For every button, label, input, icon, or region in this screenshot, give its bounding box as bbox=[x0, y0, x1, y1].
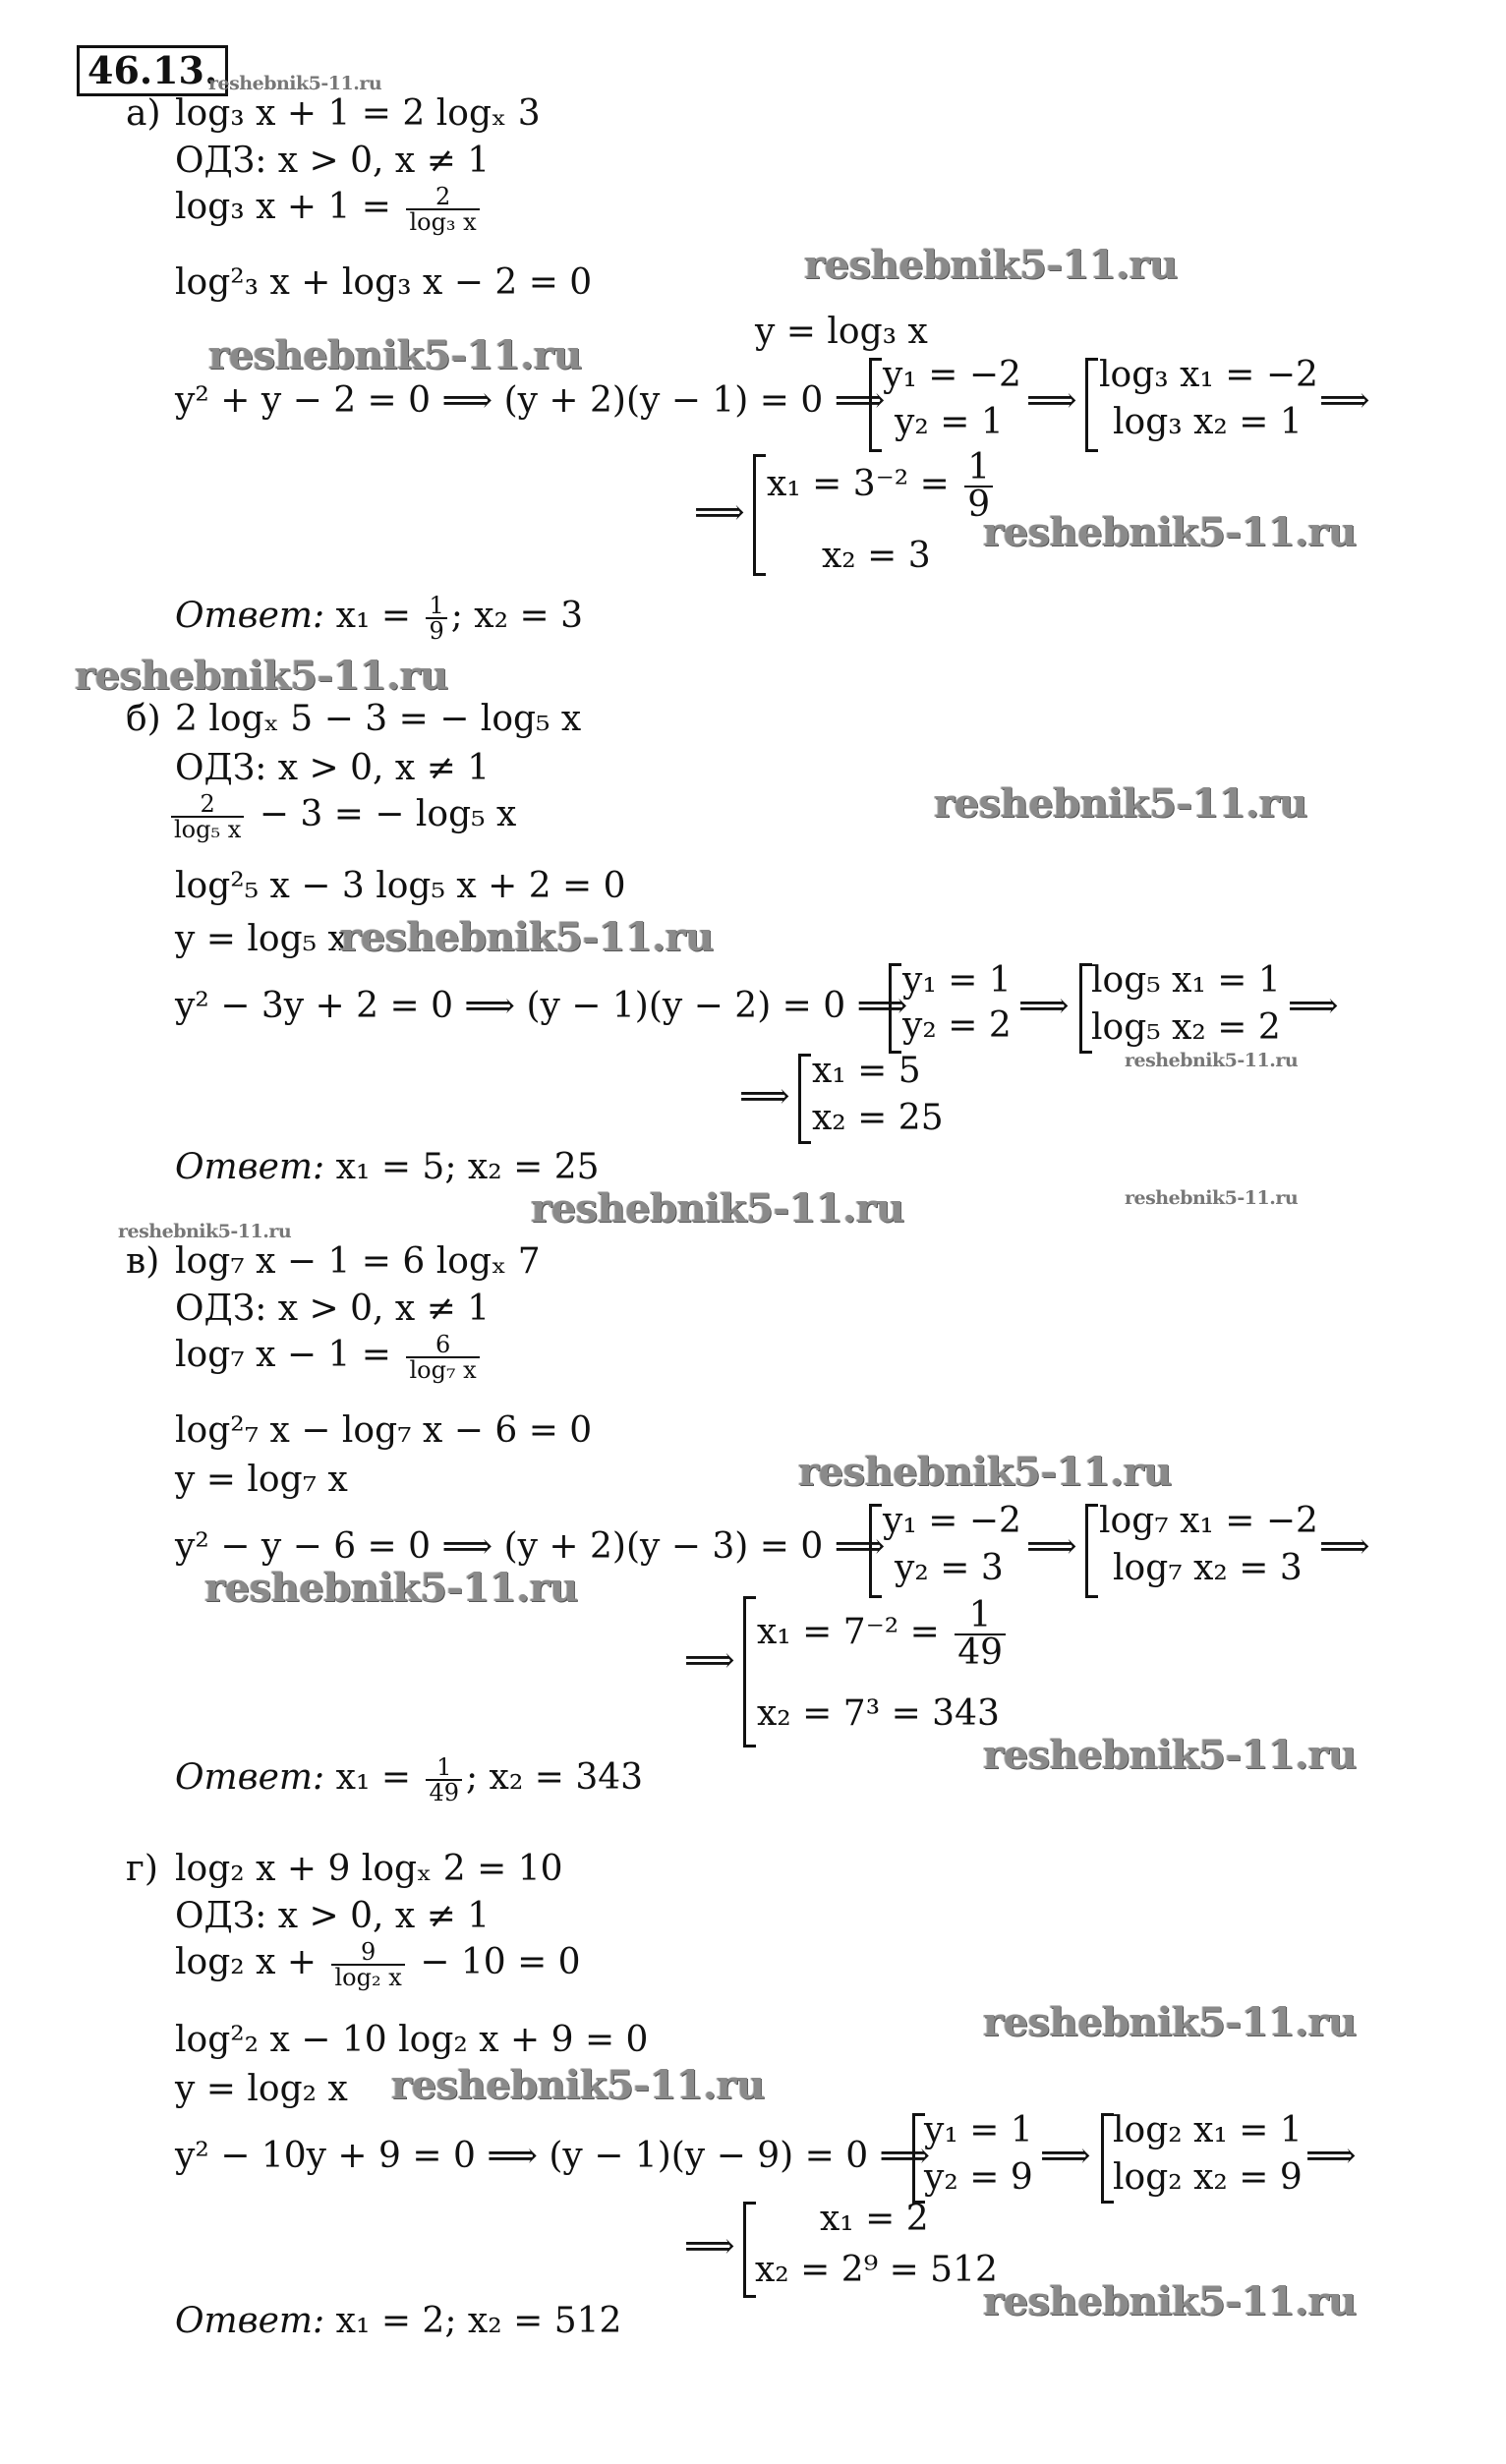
answer-label: Ответ: bbox=[175, 596, 325, 636]
part-a-answer bbox=[175, 594, 583, 643]
watermark: reshebnik5-11.ru bbox=[118, 1221, 292, 1242]
bracket bbox=[869, 1504, 882, 1598]
fraction-denominator: 49 bbox=[426, 1779, 462, 1805]
part-v-root-y2: y₂ = 3 bbox=[895, 1548, 1004, 1588]
bracket bbox=[798, 1054, 811, 1144]
part-b-root-y1: y₁ = 1 bbox=[902, 960, 1012, 1001]
part-b-equation: 2 logₓ 5 − 3 = − log₅ x bbox=[175, 699, 582, 739]
fraction-numerator: 2 bbox=[200, 790, 215, 818]
part-v-step1-left: log₇ x − 1 = bbox=[175, 1335, 391, 1375]
part-g-step1-fraction bbox=[331, 1940, 404, 1989]
fraction-denominator: log₃ x bbox=[406, 208, 479, 234]
part-b-odz: ОДЗ: x > 0, x ≠ 1 bbox=[175, 748, 491, 788]
fraction-denominator: log₅ x bbox=[171, 816, 244, 841]
part-g-root-log1: log₂ x₁ = 1 bbox=[1113, 2110, 1303, 2150]
fraction-denominator: log₂ x bbox=[331, 1964, 404, 1989]
fraction-numerator: 9 bbox=[360, 1938, 376, 1966]
part-b-step1-right: − 3 = − log₅ x bbox=[259, 794, 517, 834]
arrow: ⟹ bbox=[1040, 2136, 1091, 2176]
part-g-step1-right: − 10 = 0 bbox=[420, 1942, 581, 1982]
part-b-x2: x₂ = 25 bbox=[812, 1098, 944, 1138]
part-b-root-log2: log₅ x₂ = 2 bbox=[1091, 1007, 1281, 1048]
part-g-root-y2: y₂ = 9 bbox=[924, 2157, 1033, 2198]
answer-x1: x₁ = bbox=[335, 596, 411, 636]
answer-x2: ; x₂ = 3 bbox=[450, 596, 583, 636]
part-a-quadratic: y² + y − 2 = 0 ⟹ (y + 2)(y − 1) = 0 ⟹ bbox=[175, 380, 886, 421]
watermark: reshebnik5-11.ru bbox=[983, 2278, 1357, 2324]
answer-text: x₁ = 2; x₂ = 512 bbox=[335, 2301, 622, 2341]
part-a-substitution: y = log₃ x bbox=[755, 312, 928, 352]
fraction-denominator: 49 bbox=[955, 1633, 1006, 1671]
part-g-equation: log₂ x + 9 logₓ 2 = 10 bbox=[175, 1849, 563, 1889]
part-a-step1-fraction bbox=[406, 185, 479, 234]
part-v-root-log2: log₇ x₂ = 3 bbox=[1113, 1548, 1303, 1588]
part-a-x1-left: x₁ = 3⁻² = bbox=[767, 464, 950, 504]
part-v-x2: x₂ = 7³ = 343 bbox=[757, 1693, 1000, 1734]
part-g-odz: ОДЗ: x > 0, x ≠ 1 bbox=[175, 1896, 491, 1936]
part-v-quadratic: y² − y − 6 = 0 ⟹ (y + 2)(y − 3) = 0 ⟹ bbox=[175, 1526, 886, 1567]
answer-label: Ответ: bbox=[175, 1147, 325, 1187]
answer-x1: x₁ = bbox=[335, 1757, 411, 1798]
fraction-denominator: 9 bbox=[964, 486, 993, 523]
watermark: reshebnik5-11.ru bbox=[983, 1732, 1357, 1778]
part-v-equation: log₇ x − 1 = 6 logₓ 7 bbox=[175, 1241, 541, 1282]
bracket bbox=[889, 963, 901, 1054]
fraction-numerator: 1 bbox=[967, 447, 991, 487]
part-a-root-y2: y₂ = 1 bbox=[895, 402, 1004, 442]
part-a-root-log1: log₃ x₁ = −2 bbox=[1099, 355, 1318, 395]
answer-label: Ответ: bbox=[175, 2301, 325, 2341]
part-b-answer bbox=[175, 1147, 600, 1187]
part-v-root-log1: log₇ x₁ = −2 bbox=[1099, 1501, 1318, 1541]
fraction-denominator: log₇ x bbox=[406, 1356, 479, 1382]
watermark: reshebnik5-11.ru bbox=[391, 2062, 765, 2108]
watermark: reshebnik5-11.ru bbox=[798, 1449, 1172, 1495]
watermark: reshebnik5-11.ru bbox=[804, 242, 1178, 288]
watermark: reshebnik5-11.ru bbox=[983, 1999, 1357, 2045]
arrow: ⟹ bbox=[1018, 986, 1070, 1026]
part-a-x2: x₂ = 3 bbox=[822, 536, 931, 576]
part-a-equation: log₃ x + 1 = 2 logₓ 3 bbox=[175, 93, 541, 134]
arrow: ⟹ bbox=[1288, 986, 1339, 1026]
part-a-root-log2: log₃ x₂ = 1 bbox=[1113, 402, 1303, 442]
part-v-step1-fraction bbox=[406, 1333, 479, 1382]
part-g-answer bbox=[175, 2301, 622, 2341]
bracket bbox=[1085, 358, 1098, 452]
part-b-label: б) bbox=[126, 699, 161, 739]
problem-number: 46.13. bbox=[77, 45, 228, 96]
fraction-numerator: 1 bbox=[429, 592, 444, 619]
part-v-x1-left: x₁ = 7⁻² = bbox=[757, 1612, 940, 1652]
answer-text: x₁ = 5; x₂ = 25 bbox=[335, 1147, 600, 1187]
part-a-step1-left: log₃ x + 1 = bbox=[175, 187, 391, 227]
part-v-step2: log²₇ x − log₇ x − 6 = 0 bbox=[175, 1410, 593, 1451]
part-v-x1 bbox=[757, 1595, 1010, 1673]
bracket bbox=[753, 454, 766, 576]
part-a-step1 bbox=[175, 185, 484, 234]
answer-x2: ; x₂ = 343 bbox=[465, 1757, 644, 1798]
part-b-x1: x₁ = 5 bbox=[812, 1051, 921, 1091]
bracket bbox=[869, 358, 882, 452]
part-g-step2: log²₂ x − 10 log₂ x + 9 = 0 bbox=[175, 2020, 649, 2060]
watermark: reshebnik5-11.ru bbox=[340, 914, 714, 960]
arrow: ⟹ bbox=[739, 1076, 790, 1117]
part-a-odz: ОДЗ: x > 0, x ≠ 1 bbox=[175, 141, 491, 181]
part-v-label: в) bbox=[126, 1241, 160, 1282]
answer-label: Ответ: bbox=[175, 1757, 325, 1798]
fraction-numerator: 2 bbox=[434, 183, 451, 210]
watermark: reshebnik5-11.ru bbox=[1125, 1050, 1299, 1071]
part-g-x1: x₁ = 2 bbox=[820, 2199, 929, 2239]
watermark: reshebnik5-11.ru bbox=[1125, 1187, 1299, 1209]
part-v-step1 bbox=[175, 1333, 484, 1382]
part-g-substitution: y = log₂ x bbox=[175, 2069, 348, 2109]
part-v-odz: ОДЗ: x > 0, x ≠ 1 bbox=[175, 1289, 491, 1329]
fraction-numerator: 1 bbox=[436, 1753, 452, 1781]
bracket bbox=[743, 1596, 756, 1748]
watermark: reshebnik5-11.ru bbox=[983, 509, 1357, 555]
fraction-numerator: 6 bbox=[434, 1331, 451, 1358]
part-g-x2: x₂ = 2⁹ = 512 bbox=[755, 2250, 998, 2290]
arrow: ⟹ bbox=[684, 1640, 735, 1681]
part-b-step2: log²₅ x − 3 log₅ x + 2 = 0 bbox=[175, 866, 626, 906]
watermark: reshebnik5-11.ru bbox=[75, 653, 448, 699]
part-b-step1 bbox=[171, 792, 516, 841]
answer-fraction bbox=[426, 594, 446, 643]
watermark: reshebnik5-11.ru bbox=[204, 1565, 578, 1611]
arrow: ⟹ bbox=[684, 2226, 735, 2266]
part-v-substitution: y = log₇ x bbox=[175, 1460, 348, 1500]
bracket bbox=[1085, 1504, 1098, 1598]
part-b-root-y2: y₂ = 2 bbox=[902, 1005, 1012, 1046]
part-a-root-y1: y₁ = −2 bbox=[883, 355, 1021, 395]
arrow: ⟹ bbox=[1319, 380, 1370, 421]
watermark: reshebnik5-11.ru bbox=[531, 1185, 904, 1232]
part-a-label: а) bbox=[126, 93, 161, 134]
arrow: ⟹ bbox=[694, 492, 745, 533]
part-g-label: г) bbox=[126, 1849, 158, 1889]
part-a-step2: log²₃ x + log₃ x − 2 = 0 bbox=[175, 262, 593, 303]
part-g-root-y1: y₁ = 1 bbox=[924, 2110, 1033, 2150]
part-g-root-log2: log₂ x₂ = 9 bbox=[1113, 2157, 1303, 2198]
answer-fraction bbox=[426, 1755, 462, 1805]
part-v-root-y1: y₁ = −2 bbox=[883, 1501, 1021, 1541]
watermark: reshebnik5-11.ru bbox=[208, 73, 382, 94]
part-b-root-log1: log₅ x₁ = 1 bbox=[1091, 960, 1281, 1001]
arrow: ⟹ bbox=[1319, 1526, 1370, 1567]
part-g-quadratic: y² − 10y + 9 = 0 ⟹ (y − 1)(y − 9) = 0 ⟹ bbox=[175, 2136, 931, 2176]
watermark: reshebnik5-11.ru bbox=[934, 780, 1307, 827]
part-a-x1 bbox=[767, 447, 997, 525]
arrow: ⟹ bbox=[1026, 380, 1077, 421]
part-g-step1-left: log₂ x + bbox=[175, 1942, 318, 1982]
part-v-x1-fraction bbox=[955, 1595, 1006, 1673]
part-b-quadratic: y² − 3y + 2 = 0 ⟹ (y − 1)(y − 2) = 0 ⟹ bbox=[175, 986, 908, 1026]
arrow: ⟹ bbox=[1305, 2136, 1357, 2176]
part-v-answer bbox=[175, 1755, 643, 1805]
arrow: ⟹ bbox=[1026, 1526, 1077, 1567]
watermark: reshebnik5-11.ru bbox=[208, 332, 582, 378]
part-b-substitution: y = log₅ x bbox=[175, 919, 348, 959]
part-g-step1 bbox=[175, 1940, 581, 1989]
part-b-step1-fraction bbox=[171, 792, 244, 841]
fraction-denominator: 9 bbox=[426, 617, 446, 643]
fraction-numerator: 1 bbox=[968, 1595, 992, 1635]
